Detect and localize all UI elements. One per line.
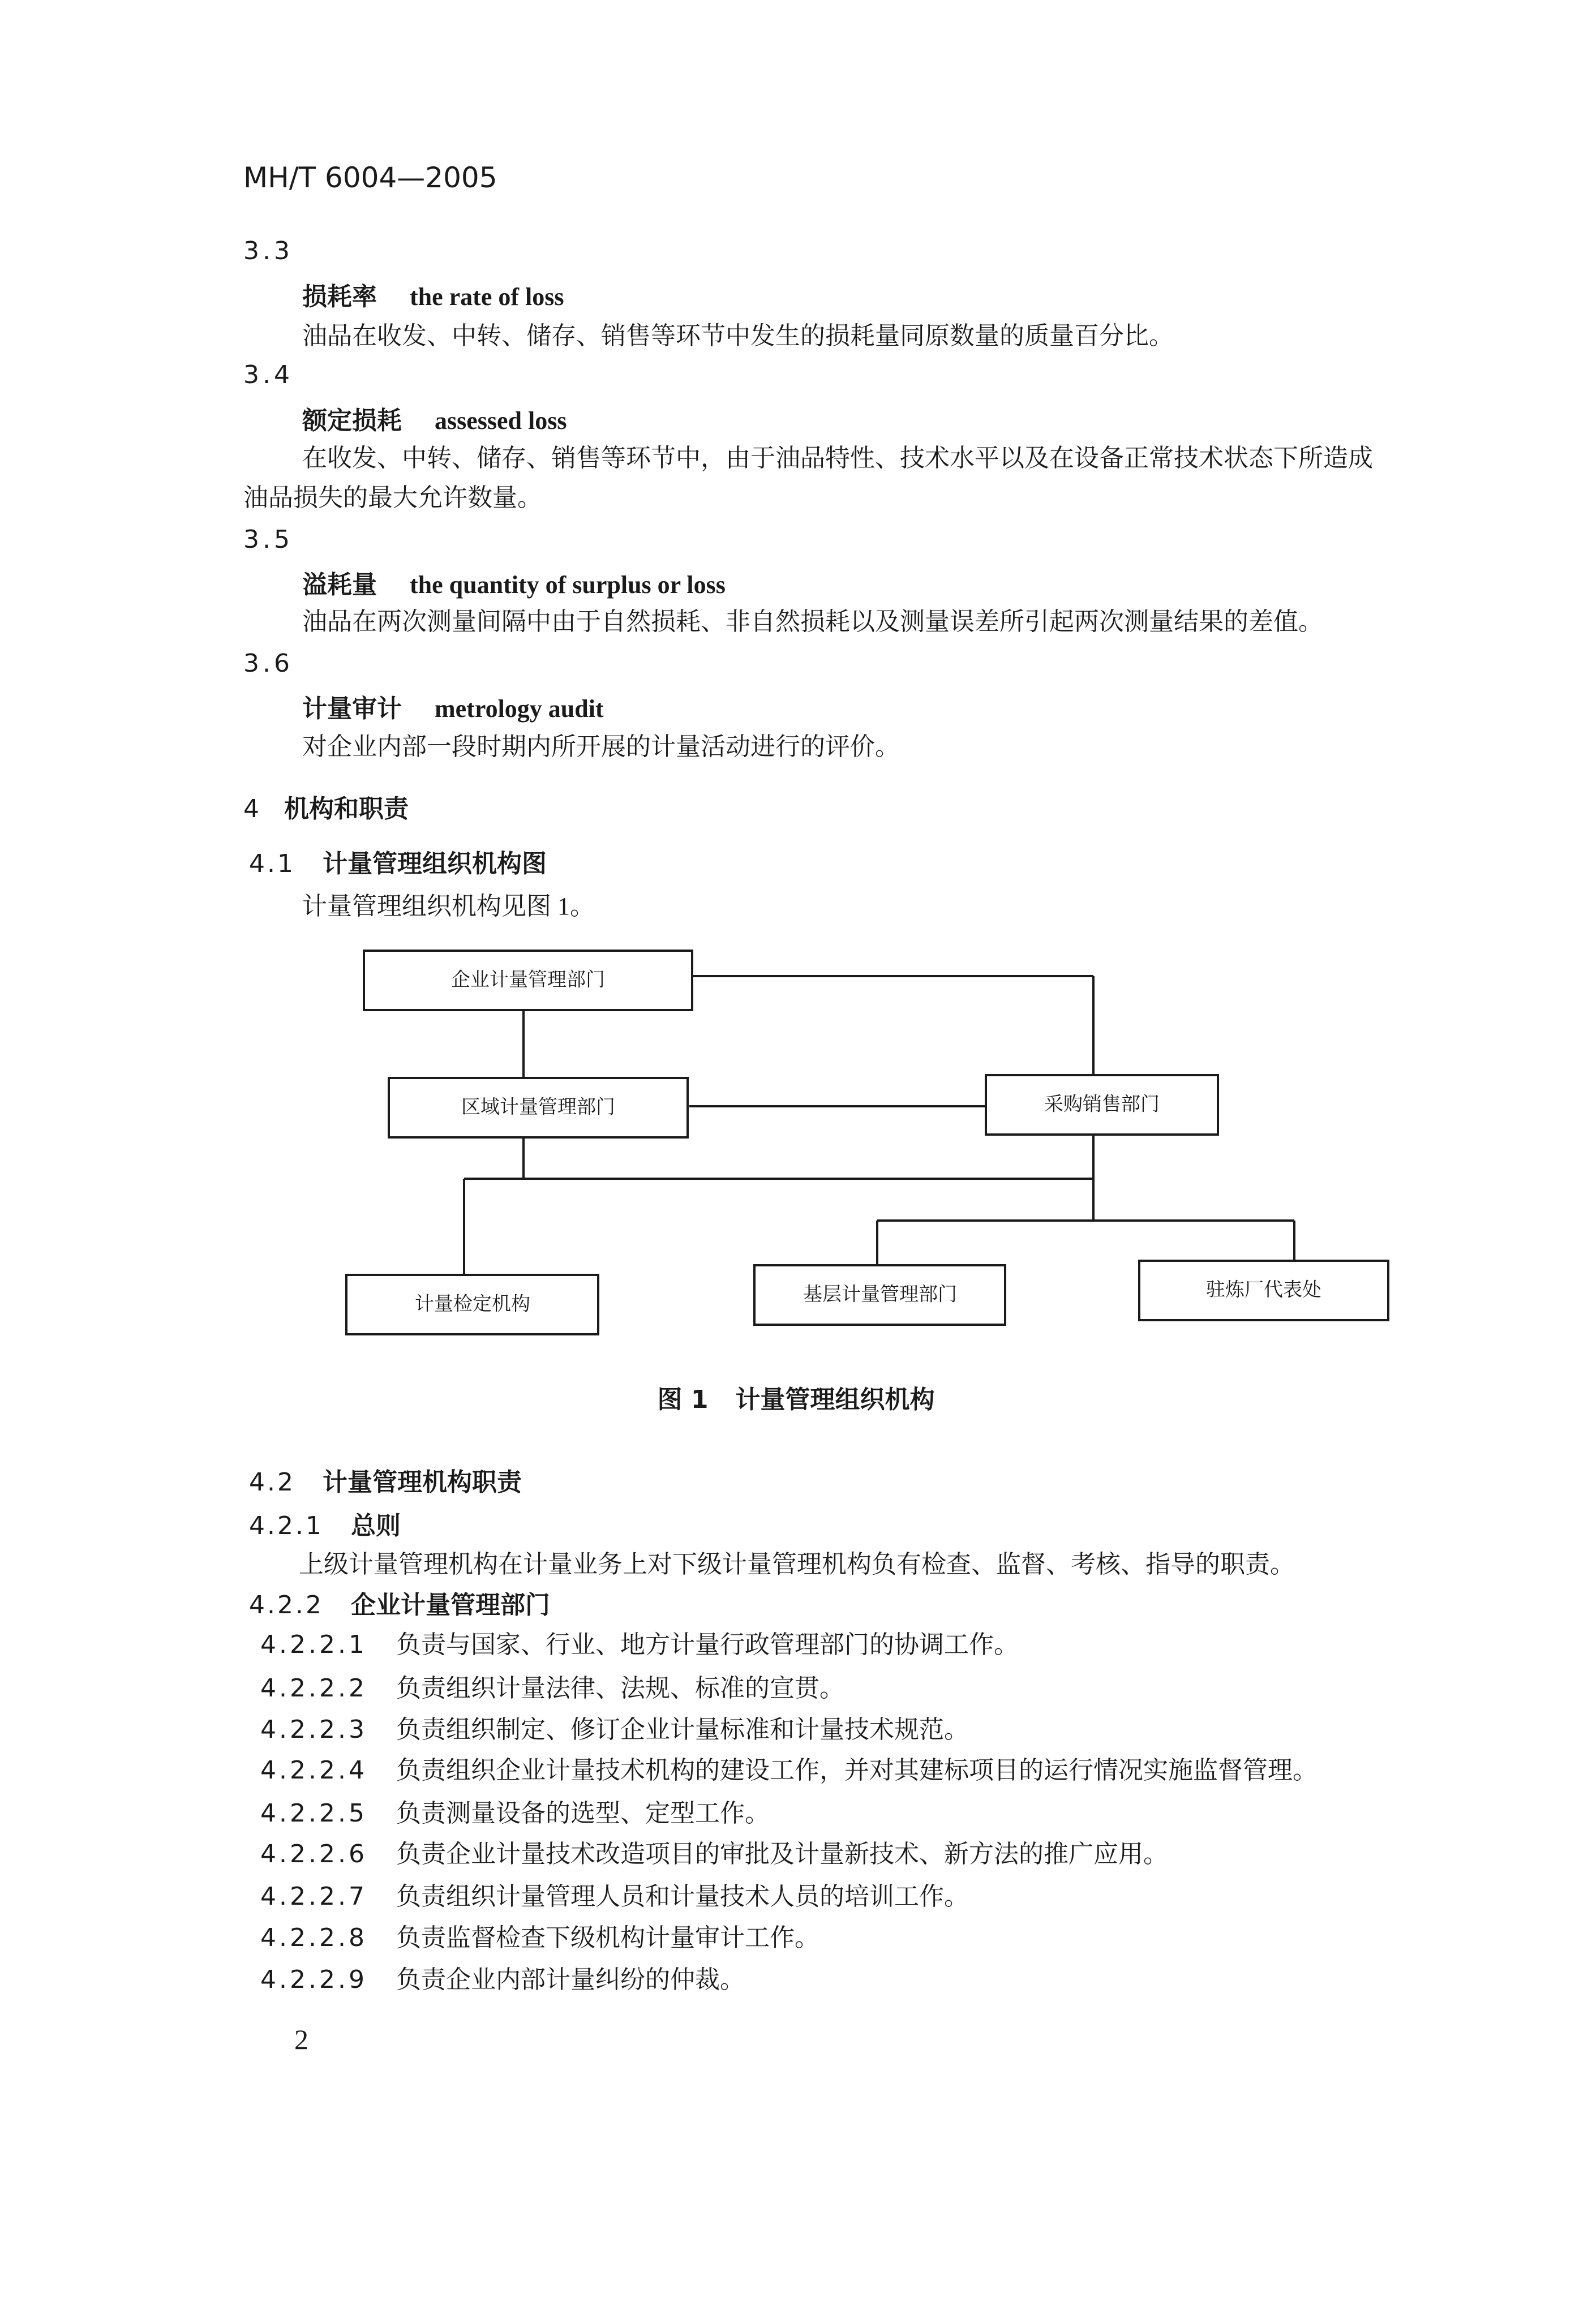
term-zh: 计量审计 <box>302 694 402 723</box>
item-number: 4.2.2.8 <box>260 1923 367 1952</box>
subsection-heading <box>249 1584 550 1621</box>
item-number: 4.2.2.2 <box>260 1674 367 1703</box>
term-en: the quantity of surplus or loss <box>410 571 726 599</box>
section-title: 机构和职责 <box>284 794 409 823</box>
item-number: 4.2.2.1 <box>260 1630 367 1659</box>
subsection-number: 4.2.2 <box>249 1591 324 1620</box>
org-label-enterprise: 企业计量管理部门 <box>451 968 605 991</box>
term-zh: 额定损耗 <box>302 406 402 435</box>
page-number: 2 <box>294 2024 308 2055</box>
item-number: 4.2.2.7 <box>260 1882 367 1911</box>
item-number: 4.2.2.6 <box>260 1840 367 1868</box>
subsection-number: 4.1 <box>249 849 295 878</box>
term-en: metrology audit <box>435 695 604 723</box>
org-label-refinery: 驻炼厂代表处 <box>1206 1278 1321 1301</box>
subsection-title: 总则 <box>350 1511 401 1540</box>
item-text: 负责与国家、行业、地方计量行政管理部门的协调工作。 <box>396 1631 1019 1659</box>
term-en: the rate of loss <box>410 283 564 311</box>
list-item <box>260 1624 1019 1660</box>
item-text: 负责组织制定、修订企业计量标准和计量技术规范。 <box>396 1716 969 1743</box>
org-label-regional: 区域计量管理部门 <box>461 1096 615 1119</box>
list-item <box>260 1876 969 1912</box>
term-definition: 在收发、中转、储存、销售等环节中，由于油品特性、技术水平以及在设备正常技术状态下所造成 <box>302 444 1373 472</box>
item-number: 4.2.2.5 <box>260 1799 367 1828</box>
subsection-heading <box>249 1505 401 1541</box>
section-number: 4 <box>243 794 261 823</box>
list-item <box>260 1833 1168 1870</box>
figure-title: 计量管理组织机构 <box>735 1385 935 1414</box>
org-label-grassroots: 基层计量管理部门 <box>803 1283 957 1306</box>
item-text: 负责监督检查下级机构计量审计工作。 <box>396 1924 819 1952</box>
term-definition: 油品在收发、中转、储存、销售等环节中发生的损耗量同原数量的质量百分比。 <box>302 322 1174 350</box>
subsection-title: 计量管理组织机构图 <box>322 849 547 878</box>
subsection-title: 计量管理机构职责 <box>322 1468 522 1497</box>
list-item <box>260 1668 844 1704</box>
item-number: 4.2.2.9 <box>260 1965 367 1994</box>
term-zh: 溢耗量 <box>302 570 377 599</box>
org-label-verification: 计量检定机构 <box>415 1292 530 1316</box>
list-item <box>260 1709 969 1745</box>
item-text: 负责企业内部计量纠纷的仲裁。 <box>396 1966 745 1994</box>
term-number: 3.5 <box>243 525 293 554</box>
subsection-number: 4.2.1 <box>249 1511 324 1540</box>
term-number: 3.3 <box>243 237 293 265</box>
subsection-number: 4.2 <box>249 1468 295 1497</box>
paragraph: 上级计量管理机构在计量业务上对下级计量管理机构负有检查、监督、考核、指导的职责。 <box>299 1550 1295 1578</box>
paragraph: 计量管理组织机构见图 1。 <box>302 892 595 920</box>
term-definition-continued: 油品损失的最大允许数量。 <box>243 484 542 512</box>
figure-caption <box>0 1379 1592 1415</box>
term-definition: 油品在两次测量间隔中由于自然损耗、非自然损耗以及测量误差所引起两次测量结果的差值。 <box>302 608 1323 635</box>
term-definition: 对企业内部一段时期内所开展的计量活动进行的评价。 <box>302 733 900 761</box>
list-item <box>260 1959 745 1995</box>
standard-code: MH/T 6004—2005 <box>243 161 497 194</box>
item-number: 4.2.2.4 <box>260 1756 367 1785</box>
item-text: 负责测量设备的选型、定型工作。 <box>396 1799 770 1827</box>
subsection-title: 企业计量管理部门 <box>350 1591 550 1620</box>
term-zh: 损耗率 <box>302 282 377 311</box>
subsection-heading <box>249 1462 522 1498</box>
list-item <box>260 1917 819 1953</box>
term-number: 3.6 <box>243 649 293 678</box>
figure-number: 图 1 <box>657 1385 709 1414</box>
list-item <box>260 1793 770 1829</box>
item-number: 4.2.2.3 <box>260 1715 367 1744</box>
term-en: assessed loss <box>435 407 567 435</box>
item-text: 负责组织企业计量技术机构的建设工作，并对其建标项目的运行情况实施监督管理。 <box>396 1756 1318 1784</box>
item-text: 负责企业计量技术改造项目的审批及计量新技术、新方法的推广应用。 <box>396 1840 1168 1868</box>
term-number: 3.4 <box>243 360 293 389</box>
item-text: 负责组织计量法律、法规、标准的宣贯。 <box>396 1674 844 1702</box>
item-text: 负责组织计量管理人员和计量技术人员的培训工作。 <box>396 1883 969 1910</box>
list-item <box>260 1750 1318 1786</box>
org-label-procurement: 采购销售部门 <box>1044 1093 1160 1116</box>
